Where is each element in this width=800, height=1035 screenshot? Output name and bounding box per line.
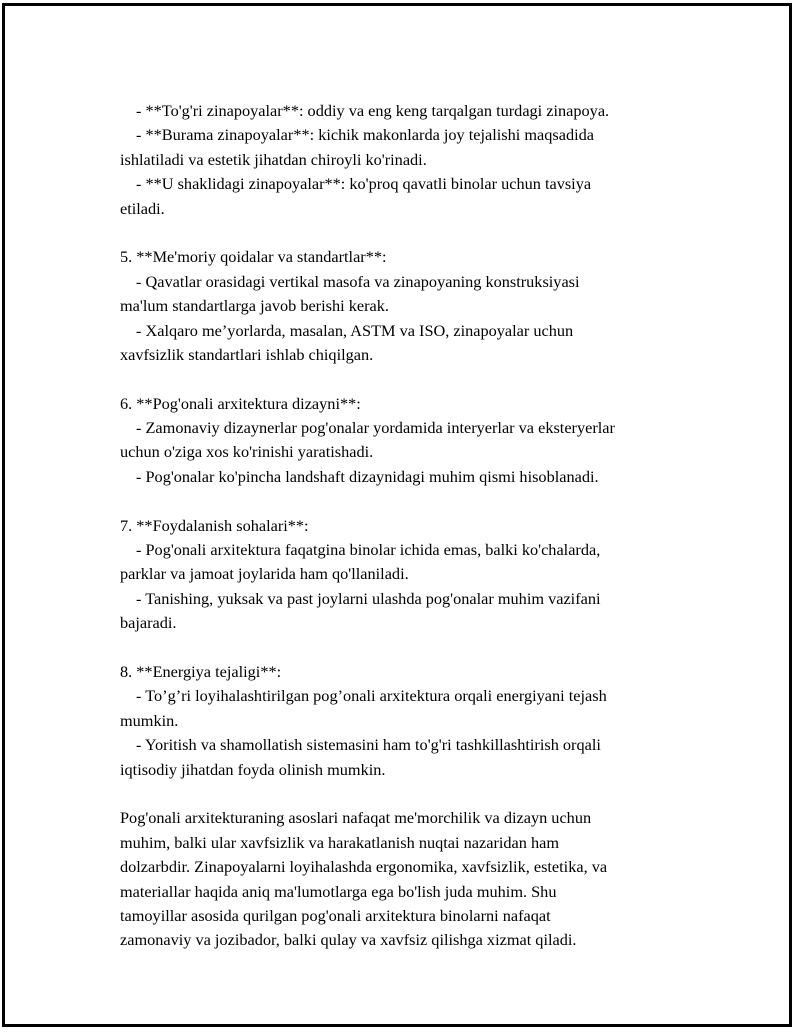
text-line: Pog'onali arxitekturaning asoslari nafaqat me'morchilik va dizayn uchun	[120, 808, 592, 828]
paragraph-gap	[120, 489, 680, 513]
text-line: dolzarbdir. Zinapoyalarni loyihalashda ergonomika, xavfsizlik, estetika, va	[120, 857, 608, 877]
document-body	[120, 99, 680, 953]
paragraph-gap	[120, 636, 680, 660]
text-line: - Pog'onalar ko'pincha landshaft dizaynidagi muhim qismi hisoblanadi.	[136, 466, 599, 486]
paragraph-gap	[120, 367, 680, 391]
text-line: - Tanishing, yuksak va past joylarni ulashda pog'onalar muhim vazifani	[136, 588, 601, 608]
text-line: iqtisodiy jihatdan foyda olinish mumkin.	[120, 759, 386, 779]
text-line: ishlatiladi va estetik jihatdan chiroyli ko'rinadi.	[120, 149, 427, 169]
text-line: - **To'g'ri zinapoyalar**: oddiy va eng keng tarqalgan turdagi zinapoya.	[136, 101, 610, 120]
text-line: - **U shaklidagi zinapoyalar**: ko'proq qavatli binolar uchun tavsiya	[136, 174, 592, 194]
section-heading: 8. **Energiya tejaligi**:	[120, 661, 282, 681]
text-line: - Qavatlar orasidagi vertikal masofa va zinapoyaning konstruksiyasi	[136, 271, 580, 291]
text-line: - Yoritish va shamollatish sistemasini ham to'g'ri tashkillashtirish orqali	[136, 735, 601, 755]
section-heading: 6. **Pog'onali arxitektura dizayni**:	[120, 393, 361, 413]
text-line: - Xalqaro me’yorlarda, masalan, ASTM va ISO, zinapoyalar uchun	[136, 320, 574, 340]
text-line: materiallar haqida aniq ma'lumotlarga ega bo'lish juda muhim. Shu	[120, 881, 557, 901]
text-line: zamonaviy va jozibador, balki qulay va xavfsiz qilishga xizmat qiladi.	[120, 930, 577, 950]
text-line: - Zamonaviy dizaynerlar pog'onalar yordamida interyerlar va eksteryerlar	[136, 418, 615, 438]
text-line: uchun o'ziga xos ko'rinishi yaratishadi.	[120, 442, 374, 462]
text-line: mumkin.	[120, 710, 179, 730]
text-line: xavfsizlik standartlari ishlab chiqilgan.	[120, 344, 374, 364]
text-line: - To’g’ri loyihalashtirilgan pog’onali arxitektura orqali energiyani tejash	[136, 686, 607, 706]
paragraph-gap	[120, 782, 680, 806]
text-line: tamoyillar asosida qurilgan pog'onali arxitektura binolarni nafaqat	[120, 905, 551, 925]
paragraph-gap	[120, 221, 680, 245]
text-line: ma'lum standartlarga javob berishi kerak.	[120, 296, 389, 316]
text-line: - **Burama zinapoyalar**: kichik makonlarda joy tejalishi maqsadida	[136, 125, 594, 145]
text-line: bajaradi.	[120, 613, 177, 633]
section-heading: 5. **Me'moriy qoidalar va standartlar**:	[120, 247, 387, 267]
text-line: parklar va jamoat joylarida ham qo'llaniladi.	[120, 564, 409, 584]
text-line: muhim, balki ular xavfsizlik va harakatlanish nuqtai nazaridan ham	[120, 832, 559, 852]
text-line: etiladi.	[120, 198, 165, 218]
section-heading: 7. **Foydalanish sohalari**:	[120, 515, 309, 535]
document-page	[2, 3, 792, 1027]
text-line: - Pog'onali arxitektura faqatgina binolar ichida emas, balki ko'chalarda,	[136, 540, 601, 560]
